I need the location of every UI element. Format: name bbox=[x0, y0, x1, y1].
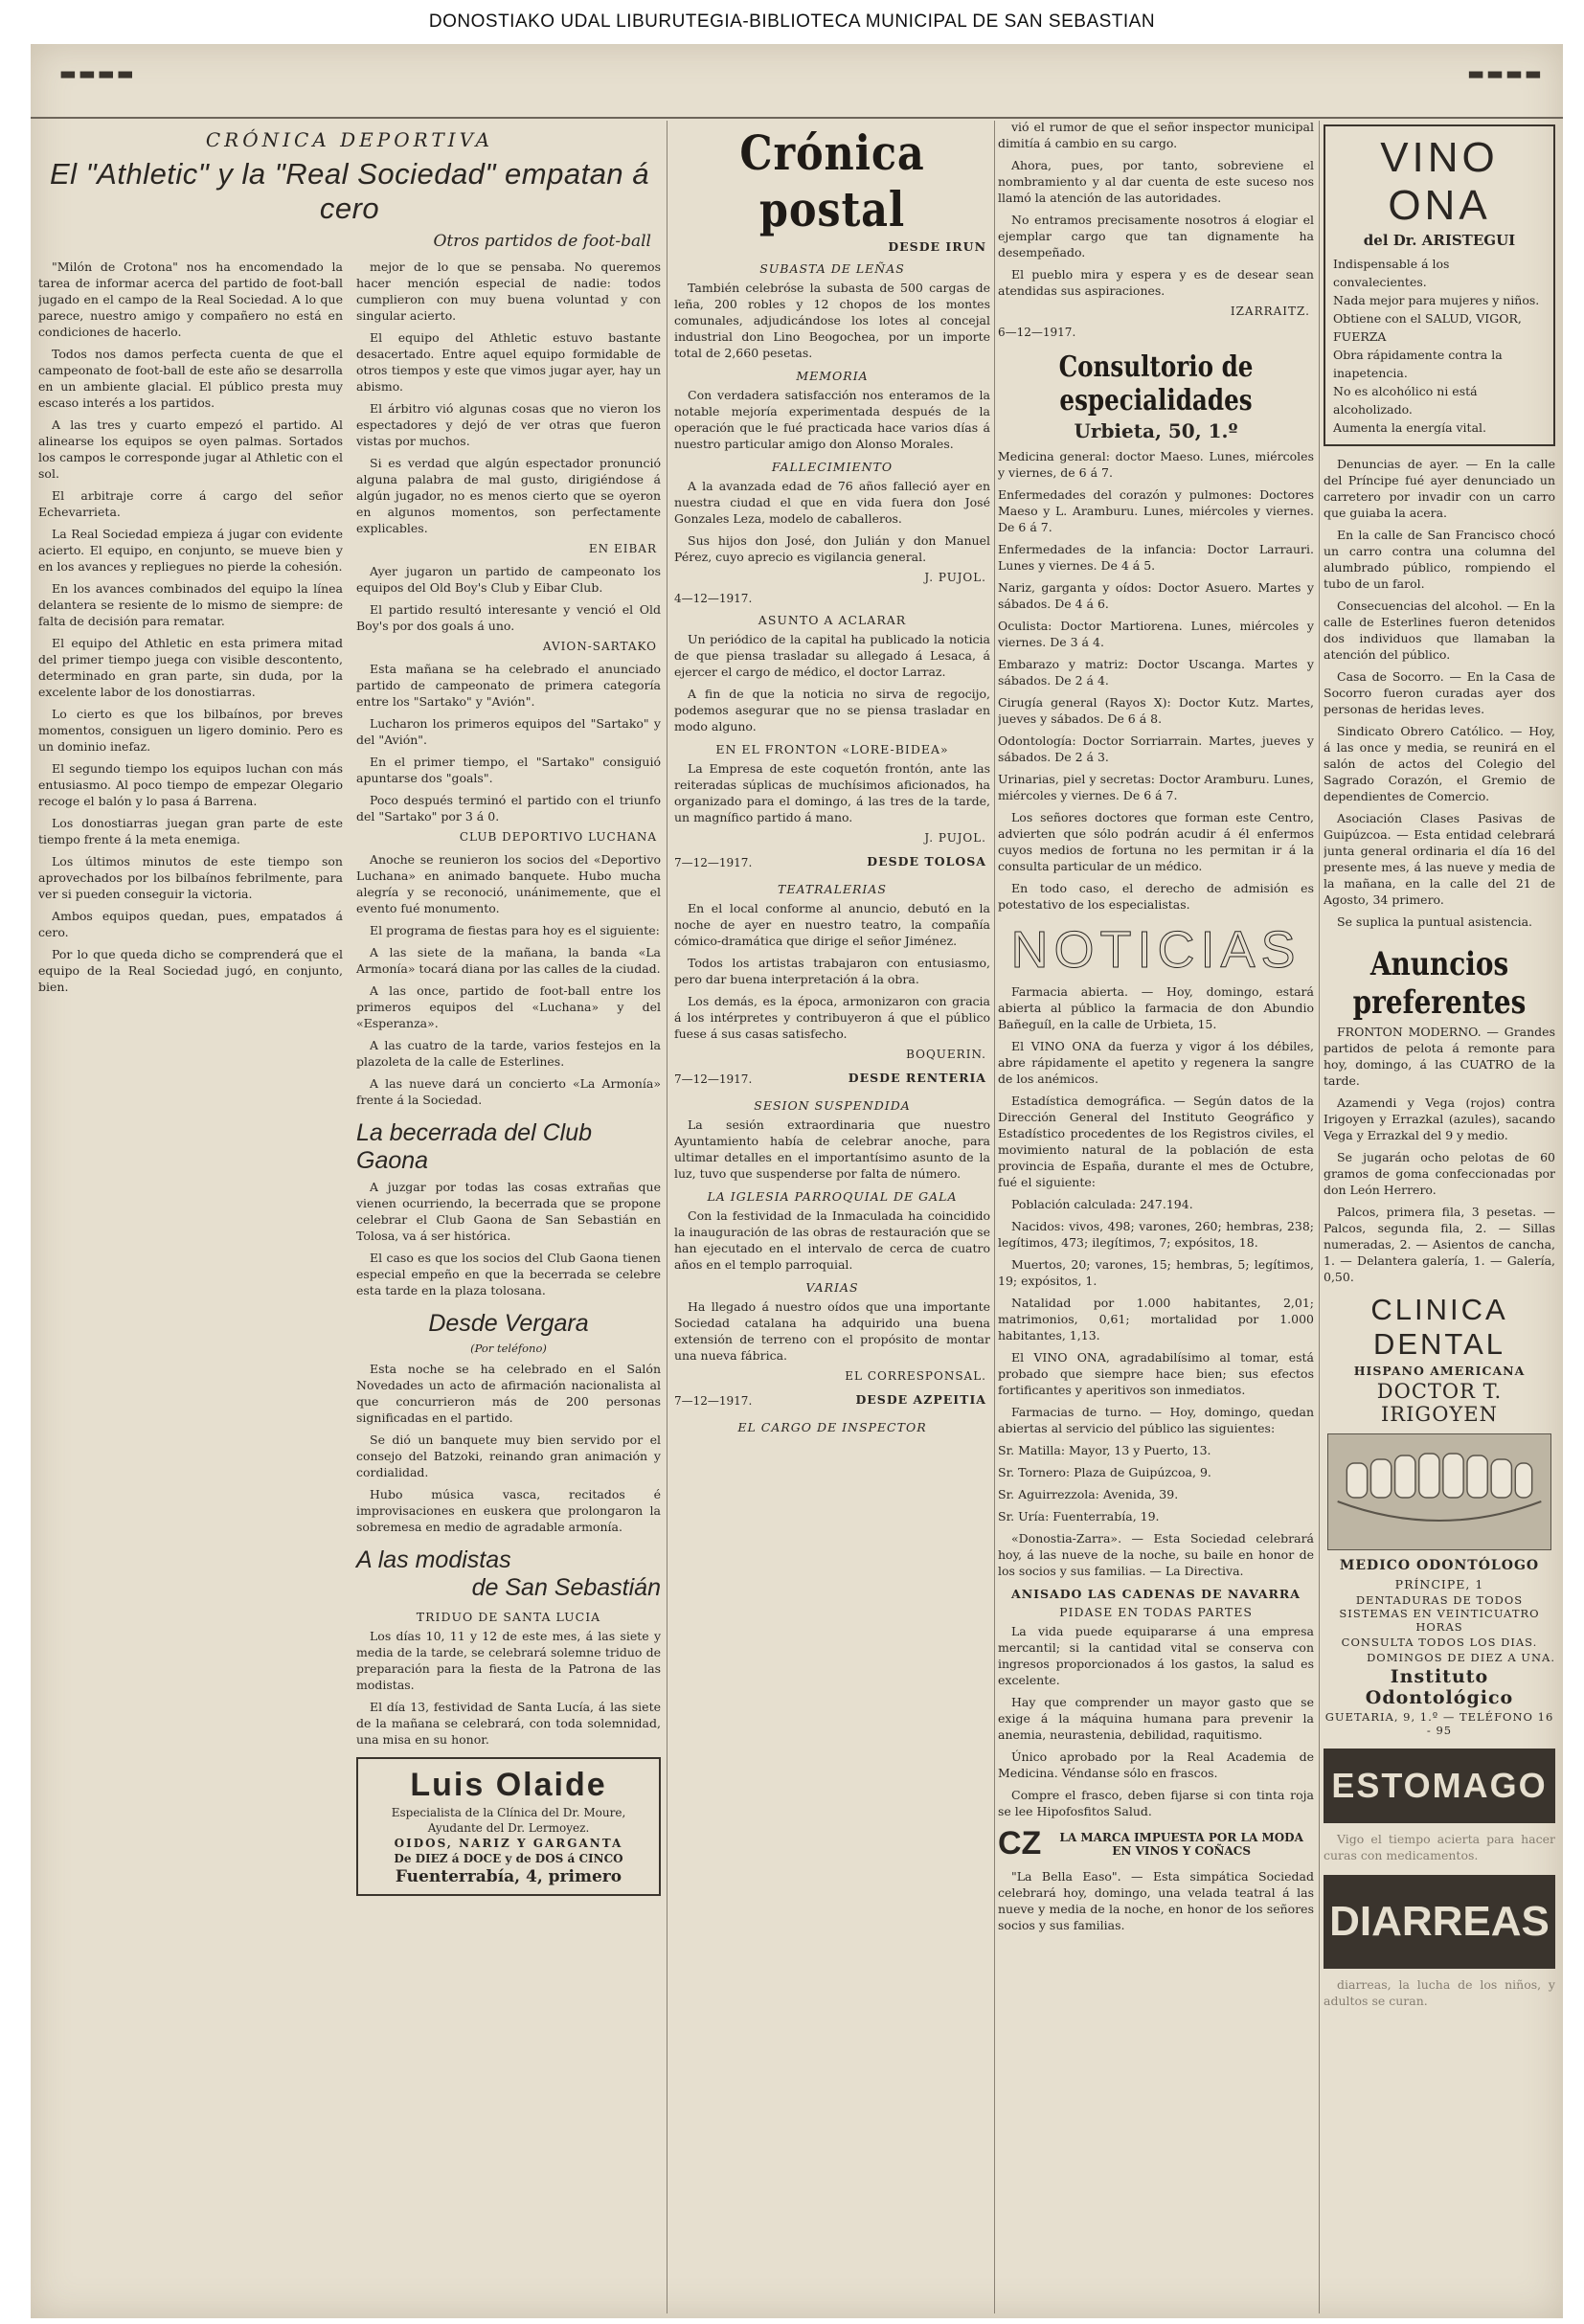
ad-line: MEDICO ODONTÓLOGO bbox=[1339, 1558, 1540, 1573]
paragraph: Azamendi y Vega (rojos) contra Irigoyen y Errazkal (azules), sacando Vega y Errazkal del 9 y medio. bbox=[1324, 1095, 1555, 1142]
paragraph: mejor de lo que se pensaba. No queremos hacer mención especial de nadie: todos cumplieron con muy buena voluntad y con singular acierto. bbox=[356, 259, 661, 323]
section-subtitle: TRIDUO DE SANTA LUCIA bbox=[416, 1610, 601, 1624]
column-sports bbox=[38, 119, 661, 1906]
paragraph: El pueblo mira y espera y es de desear sean atendidas sus aspiraciones. bbox=[998, 267, 1314, 298]
paragraph: Enfermedades de la infancia: Doctor Larrauri. Lunes y viernes. De 4 á 5. bbox=[998, 542, 1314, 573]
paragraph: El segundo tiempo los equipos luchan con más entusiasmo. Al poco tiempo de empezar Olegario recoge el balón y lo pasa á Barrena. bbox=[38, 761, 343, 808]
section-kicker: CRÓNICA DEPORTIVA bbox=[205, 128, 494, 151]
column-ads bbox=[1324, 119, 1555, 2015]
paragraph: A fin de que la noticia no sirva de regocijo, podemos asegurar que no se piensa trasladar en modo alguno. bbox=[674, 687, 990, 733]
paragraph: Consecuencias del alcohol. — En la calle de Esterlines fueron detenidos dos individuos que llamaban la atención del público. bbox=[1324, 598, 1555, 662]
subhead: LA IGLESIA PARROQUIAL DE GALA bbox=[707, 1189, 958, 1204]
subhead: MEMORIA bbox=[796, 369, 869, 383]
paragraph: diarreas, la lucha de los niños, y adultos se curan. bbox=[1324, 1977, 1555, 2008]
signature: EL CORRESPONSAL. bbox=[845, 1369, 986, 1383]
ad-line: DENTADURAS DE TODOS SISTEMAS EN VEINTICUATRO HORAS bbox=[1339, 1593, 1540, 1634]
newspaper-page bbox=[31, 44, 1563, 2318]
ad-subtitle: HISPANO AMERICANA bbox=[1353, 1364, 1526, 1378]
paragraph: Lo cierto es que los bilbaínos, por breves momentos, consiguen un ligero dominio. Pero es un dominio inefaz. bbox=[38, 707, 343, 754]
paragraph: Por lo que queda dicho se comprenderá que el equipo de la Real Sociedad jugó, en conjunto, bien. bbox=[38, 947, 343, 994]
paragraph: Farmacia abierta. — Hoy, domingo, estará abierta al público la farmacia de don Abundio Bañeguíl, en la calle de Urbieta, 15. bbox=[998, 984, 1314, 1031]
paragraph: Todos los artistas trabajaron con entusiasmo, pero dar buena interpretación á la obra. bbox=[674, 956, 990, 986]
headline-deck: Otros partidos de foot-ball bbox=[433, 232, 651, 251]
ad-line: PRÍNCIPE, 1 bbox=[1394, 1577, 1484, 1591]
ad-vino-ona bbox=[1324, 124, 1555, 446]
paragraph: Lucharon los primeros equipos del "Sartako" y del "Avión". bbox=[356, 716, 661, 747]
paragraph: Los últimos minutos de este tiempo son aprovechados por los bilbaínos febrilmente, para ver si pueden conseguir la victoria. bbox=[38, 854, 343, 901]
paragraph: Sus hijos don José, don Julián y don Manuel Pérez, cuyo aprecio es vigilancia general. bbox=[674, 533, 990, 564]
paragraph: Ahora, pues, por tanto, sobreviene el nombramiento y al dar cuenta de este suceso nos llamó la atención de las autoridades. bbox=[998, 158, 1314, 205]
paragraph: El arbitraje corre á cargo del señor Echevarrieta. bbox=[38, 488, 343, 519]
section-title: NOTICIAS bbox=[1010, 921, 1301, 979]
paragraph: Ayer jugaron un partido de campeonato los equipos del Old Boy's Club y Eibar Club. bbox=[356, 564, 661, 595]
paragraph: Vigo el tiempo acierta para hacer curas con medicamentos. bbox=[1324, 1832, 1555, 1862]
consultorio-address: Urbieta, 50, 1.º bbox=[1074, 419, 1238, 442]
paragraph: Esta mañana se ha celebrado el anunciado partido de campeonato de primera categoría entre los "Sartako" y "Avión". bbox=[356, 662, 661, 709]
dental-illustration bbox=[1327, 1433, 1551, 1550]
ad-line: OIDOS, NARIZ Y GARGANTA bbox=[394, 1837, 623, 1850]
paragraph: Hubo música vasca, recitados é improvisaciones en euskera que prolongaron la sobremesa en medio de agradable armonía. bbox=[356, 1487, 661, 1534]
ad-line: CONSULTA TODOS LOS DIAS. bbox=[1341, 1636, 1538, 1649]
ad-title: VINO ONA bbox=[1380, 134, 1499, 229]
ad-line: Indispensable á los convalecientes. bbox=[1333, 257, 1450, 289]
paragraph: Los demás, es la época, armonizaron con gracia á los intérpretes y contribuyeron á que el público fuese á sus casas satisfecho. bbox=[674, 994, 990, 1041]
article-right bbox=[356, 259, 661, 1906]
signature: IZARRAITZ. bbox=[1230, 305, 1310, 318]
paragraph: Los señores doctores que forman este Centro, advierten que sólo podrán acudir á él enfermos cuyos medios de fortuna no les permitan ir á la consulta particular de un médico. bbox=[998, 810, 1314, 873]
column-cronica-postal bbox=[674, 119, 990, 1438]
column-rule bbox=[667, 121, 668, 2313]
date: 7—12—1917. bbox=[674, 856, 753, 869]
paragraph: Palcos, primera fila, 3 pesetas. — Palcos, segunda fila, 2. — Sillas numeradas, 2. — Asientos de cancha, 1. — Delantera galería, 1. — Galería, 0,50. bbox=[1324, 1205, 1555, 1284]
paragraph: A las tres y cuarto empezó el partido. Al alinearse los equipos se oyen palmas. Sortados los campos le corresponde jugar al Athletic con el sol. bbox=[38, 417, 343, 481]
date: 7—12—1917. bbox=[674, 1072, 753, 1086]
paragraph: La Real Sociedad empieza á jugar con evidente acierto. El equipo, en conjunto, se mueve bien y en los avances y repliegues no pierde la cohesión. bbox=[38, 527, 343, 574]
paragraph: El árbitro vió algunas cosas que no vieron los espectadores y dejó de ver otras que fueron vistas por muchos. bbox=[356, 401, 661, 448]
ad-line: Instituto Odontológico bbox=[1365, 1666, 1514, 1708]
paragraph: El VINO ONA, agradabilísimo al tomar, está probado que siempre hace bien; sus efectos fortificantes y aperitivos son inmediatos. bbox=[998, 1350, 1314, 1397]
paragraph: La sesión extraordinaria que nuestro Ayuntamiento había de celebrar anoche, para ultimar detalles en el importantísimo asunto de la luz, tuvo que suspenderse por falta de número. bbox=[674, 1117, 990, 1181]
section-title: Crónica postal bbox=[739, 124, 925, 237]
dateline-row bbox=[674, 1069, 990, 1091]
subhead: VARIAS bbox=[805, 1280, 859, 1295]
archive-banner: DONOSTIAKO UDAL LIBURUTEGIA-BIBLIOTECA MUNICIPAL DE SAN SEBASTIAN bbox=[0, 0, 1584, 44]
subhead: TEATRALERIAS bbox=[778, 882, 887, 896]
paragraph: vió el rumor de que el señor inspector municipal dimitía á cambio en su cargo. bbox=[998, 120, 1314, 150]
paragraph: FRONTON MODERNO. — Grandes partidos de pelota á remonte para hoy, domingo, á las CUATRO de la tarde. bbox=[1324, 1025, 1555, 1088]
column-rule bbox=[994, 121, 995, 2313]
paragraph: Población calculada: 247.194. bbox=[1011, 1197, 1193, 1211]
paragraph: En el primer tiempo, el "Sartako" consiguió apuntarse dos "goals". bbox=[356, 755, 661, 785]
section-subtitle: (Por teléfono) bbox=[470, 1342, 547, 1355]
ad-line: GUETARIA, 9, 1.º — TELÉFONO 16 - 95 bbox=[1324, 1710, 1554, 1737]
paragraph: En los avances combinados del equipo la línea delantera se resiente de lo mismo de siempre: de falta de decisión para rematar. bbox=[38, 581, 343, 628]
paragraph: Denuncias de ayer. — En la calle del Príncipe fué ayer denunciado un carretero por invadir con un carro que guiaba la acera. bbox=[1324, 457, 1555, 520]
signature: BOQUERIN. bbox=[906, 1048, 986, 1061]
section-signature: AVION-SARTAKO bbox=[542, 640, 657, 653]
masthead-right-ornament: ▬▬▬▬ bbox=[1467, 63, 1544, 84]
paragraph: Sr. Tornero: Plaza de Guipúzcoa, 9. bbox=[998, 1465, 1211, 1479]
section-signature: EN EIBAR bbox=[588, 542, 657, 555]
paragraph: Odontología: Doctor Sorriarrain. Martes, jueves y sábados. De 2 á 3. bbox=[998, 733, 1314, 764]
ad-address: Fuenterrabía, 4, primero bbox=[395, 1867, 622, 1886]
paragraph: A las cuatro de la tarde, varios festejos en la plazoleta de la calle de Esterlines. bbox=[356, 1038, 661, 1069]
paragraph: Farmacias de turno. — Hoy, domingo, quedan abiertas al servicio del público las siguientes: bbox=[998, 1405, 1314, 1435]
ad-line: Nada mejor para mujeres y niños. bbox=[1333, 293, 1540, 307]
article-left bbox=[38, 259, 343, 1906]
date: 4—12—1917. bbox=[674, 592, 753, 605]
paragraph: Esta noche se ha celebrado en el Salón Novedades un acto de afirmación nacionalista al que concurrieron más de 200 personas significadas en el partido. bbox=[356, 1362, 661, 1425]
dateline-row bbox=[674, 852, 990, 874]
paragraph: En el local conforme al anuncio, debutó en la noche de ayer en nuestro teatro, la compañía cómico-dramática que dirige el señor Jiménez. bbox=[674, 901, 990, 948]
dateline-place: DESDE IRUN bbox=[888, 239, 986, 254]
column-rule bbox=[1319, 121, 1320, 2313]
paragraph: Ambos equipos quedan, pues, empatados á cero. bbox=[38, 909, 343, 939]
paragraph: Sr. Aguirrezzola: Avenida, 39. bbox=[998, 1487, 1179, 1501]
paragraph: A la avanzada edad de 76 años falleció ayer en nuestra ciudad el que en vida fuera don José Gonzales Leza, modelo de caballeros. bbox=[674, 479, 990, 526]
cz-logo: CZ bbox=[998, 1825, 1042, 1861]
subhead: PIDASE EN TODAS PARTES bbox=[1059, 1605, 1253, 1619]
cz-ad bbox=[998, 1825, 1314, 1862]
paragraph: Sr. Matilla: Mayor, 13 y Puerto, 13. bbox=[998, 1443, 1211, 1457]
paragraph: El equipo del Athletic estuvo bastante desacertado. Entre aquel equipo formidable de otros tiempos y este que vimos jugar ayer, hay un abismo. bbox=[356, 330, 661, 394]
ad-line: No es alcohólico ni está alcoholizado. bbox=[1333, 384, 1478, 417]
paragraph: En la calle de San Francisco chocó un carro contra una columna del alumbrado público, rompiendo el tubo de un farol. bbox=[1324, 528, 1555, 591]
section-headline: de San Sebastián bbox=[471, 1574, 661, 1601]
ad-diarreas-title: DIARREAS bbox=[1324, 1875, 1555, 1969]
subhead: SUBASTA DE LEÑAS bbox=[759, 261, 905, 276]
dateline-row bbox=[674, 1390, 990, 1412]
section-headline: La becerrada del Club Gaona bbox=[356, 1119, 592, 1174]
paragraph: Embarazo y matriz: Doctor Uscanga. Martes y sábados. De 2 á 4. bbox=[998, 657, 1314, 688]
date: 7—12—1917. bbox=[674, 1394, 753, 1408]
paragraph: El partido resultó interesante y venció el Old Boy's por dos goals á uno. bbox=[356, 602, 661, 633]
section-title: Anuncios preferentes bbox=[1352, 945, 1527, 1022]
paragraph: Se jugarán ocho pelotas de 60 gramos de goma confeccionadas por don León Herrero. bbox=[1324, 1150, 1555, 1197]
paragraph: A juzgar por todas las cosas extrañas que vienen ocurriendo, la becerrada que se propone celebrar el Club Gaona de San Sebastián en Tolosa, va á ser histórica. bbox=[356, 1180, 661, 1243]
paragraph: Enfermedades del corazón y pulmones: Doctores Maeso y L. Aramburu. Lunes, miércoles y viernes. De 6 á 7. bbox=[998, 487, 1314, 534]
paragraph: Nariz, garganta y oídos: Doctor Asuero. Martes y sábados. De 4 á 6. bbox=[998, 580, 1314, 611]
paragraph: La Empresa de este coquetón frontón, ante las reiteradas súplicas de muchísimos aficionados, ha organizado para el domingo, á las tres de la tarde, un magnífico partido á mano. bbox=[674, 761, 990, 824]
paragraph: No entramos precisamente nosotros á elogiar el ejemplar cargo que tan dignamente ha desempeñado. bbox=[998, 213, 1314, 259]
cz-text: LA MARCA IMPUESTA POR LA MODA EN VINOS Y COÑACS bbox=[1059, 1830, 1303, 1858]
section-signature: CLUB DEPORTIVO LUCHANA bbox=[459, 830, 657, 844]
paragraph: Medicina general: doctor Maeso. Lunes, miércoles y viernes, de 6 á 7. bbox=[998, 449, 1314, 480]
paragraph: Compre el frasco, deben fijarse si con tinta roja se lee Hipofosfitos Salud. bbox=[998, 1788, 1314, 1818]
paragraph: "Milón de Crotona" nos ha encomendado la tarea de informar acerca del partido de foot-ball jugado en el campo de la Real Sociedad. A lo que parece, nuestro amigo y compañero no está en condiciones de hacerlo. bbox=[38, 259, 343, 339]
masthead-left-ornament: ▬▬▬▬ bbox=[59, 63, 136, 84]
ad-line: De DIEZ á DOCE y de DOS á CINCO bbox=[394, 1852, 623, 1865]
masthead-strip bbox=[31, 44, 1563, 119]
subhead: ASUNTO A ACLARAR bbox=[758, 613, 907, 627]
paragraph: Urinarias, piel y secretas: Doctor Aramburu. Lunes, miércoles y viernes. De 6 á 7. bbox=[998, 772, 1314, 802]
paragraph: Con la festividad de la Inmaculada ha coincidido la inauguración de las obras de restauración que se han ejecutado en el intervalo de cerca de cuatro años en el templo parroquial. bbox=[674, 1208, 990, 1272]
ad-line: Obra rápidamente contra la inapetencia. bbox=[1333, 348, 1503, 380]
subhead: ANISADO LAS CADENAS DE NAVARRA bbox=[1011, 1587, 1301, 1601]
paragraph: Si es verdad que algún espectador pronunció alguna palabra de mal gusto, dirigiéndose á algún jugador, no es menos cierto que se oyeron en algunos momentos, son perfectamente explicables. bbox=[356, 456, 661, 535]
section-headline: A las modistas bbox=[356, 1546, 511, 1573]
paragraph: Se dió un banquete muy bien servido por el consejo del Batzoki, reinando gran animación y cordialidad. bbox=[356, 1433, 661, 1479]
ad-line: DOMINGOS DE DIEZ A UNA. bbox=[1367, 1651, 1555, 1664]
paragraph: Los días 10, 11 y 12 de este mes, á las siete y media de la tarde, se celebrará solemne triduo de preparación para la fiesta de la Patrona de las modistas. bbox=[356, 1629, 661, 1692]
section-title: Consultorio de especialidades bbox=[1058, 350, 1254, 417]
paragraph: Único aprobado por la Real Academia de Medicina. Véndanse sólo en frascos. bbox=[998, 1749, 1314, 1780]
paragraph: Natalidad por 1.000 habitantes, 2,01; matrimonios, 0,61; mortalidad por 1.000 habitantes, 1,13. bbox=[998, 1296, 1314, 1343]
paragraph: Nacidos: vivos, 498; varones, 260; hembras, 238; legítimos, 473; ilegítimos, 7; expósitos, 18. bbox=[998, 1219, 1314, 1250]
dateline-place: DESDE RENTERIA bbox=[848, 1071, 986, 1085]
ad-line: Ayudante del Dr. Lermoyez. bbox=[427, 1821, 590, 1835]
paragraph: Asociación Clases Pasivas de Guipúzcoa. — Esta entidad celebrará junta general ordinaria el día 16 del presente mes, á las nueve y media de la mañana, en la calle del 21 de Agosto, 34 primero. bbox=[1324, 811, 1555, 907]
paragraph: A las once, partido de foot-ball entre los primeros equipos del «Luchana» y del «Esperanza». bbox=[356, 983, 661, 1030]
paragraph: Los donostiarras juegan gran parte de este tiempo frente á la meta enemiga. bbox=[38, 816, 343, 846]
paragraph: Cirugía general (Rayos X): Doctor Kutz. Martes, jueves y sábados. De 6 á 8. bbox=[998, 695, 1314, 726]
ad-estomago-title: ESTOMAGO bbox=[1324, 1749, 1555, 1823]
paragraph: El programa de fiestas para hoy es el siguiente: bbox=[370, 923, 660, 937]
ad-title: Luis Olaide bbox=[410, 1767, 607, 1803]
paragraph: Anoche se reunieron los socios del «Deportivo Luchana» en animado banquete. Hubo mucha alegría y se reconoció, unánimemente, que el evento fué monumento. bbox=[356, 852, 661, 915]
paragraph: Todos nos damos perfecta cuenta de que el campeonato de foot-ball de este año se desarrolla en un ambiente glacial. El público presta muy escaso interés a los partidos. bbox=[38, 347, 343, 410]
paragraph: Sindicato Obrero Católico. — Hoy, á las once y media, se reunirá en el salón de actos del Colegio del Sagrado Corazón, el Gremio de dependientes de Comercio. bbox=[1324, 724, 1555, 803]
column-consultorio-noticias bbox=[998, 119, 1314, 1939]
paragraph: Se suplica la puntual asistencia. bbox=[1337, 914, 1533, 929]
main-headline: El "Athletic" y la "Real Sociedad" empatan á cero bbox=[49, 157, 650, 225]
paragraph: También celebróse la subasta de 500 cargas de leña, 200 robles y 12 chopos de los montes comunales, adjudicándose los lotes al concejal industrial don Lino Beogochea, por un importe total de 2,660 pesetas. bbox=[674, 281, 990, 360]
paragraph: Sr. Uría: Fuenterrabía, 19. bbox=[998, 1509, 1160, 1523]
ad-subtitle: del Dr. ARISTEGUI bbox=[1363, 232, 1516, 249]
paragraph: Estadística demográfica. — Según datos de la Dirección General del Instituto Geográfico y Estadístico procedentes de los Registros civiles, el movimiento natural de la población de esta provincia de España, durante el mes de Octubre, fué el siguiente: bbox=[998, 1094, 1314, 1189]
subhead: EL CARGO DE INSPECTOR bbox=[737, 1420, 927, 1434]
paragraph: El día 13, festividad de Santa Lucía, á las siete de la mañana se celebrará, con toda solemnidad, una misa en su honor. bbox=[356, 1700, 661, 1747]
ad-line: Aumenta la energía vital. bbox=[1333, 420, 1487, 435]
subhead: EN EL FRONTON «LORE-BIDEA» bbox=[715, 742, 949, 756]
paragraph: El equipo del Athletic en esta primera mitad del primer tiempo juega con visible descontento, determinado en gran parte, sin duda, por la excelente labor de los donostiarras. bbox=[38, 636, 343, 699]
paragraph: Oculista: Doctor Martiorena. Lunes, miércoles y viernes. De 3 á 4. bbox=[998, 619, 1314, 649]
paragraph: Poco después terminó el partido con el triunfo del "Sartako" por 3 á 0. bbox=[356, 793, 661, 824]
ad-line: Especialista de la Clínica del Dr. Moure, bbox=[391, 1806, 626, 1819]
paragraph: El VINO ONA da fuerza y vigor á los débiles, abre rápidamente el apetito y regenera la sangre de los anémicos. bbox=[998, 1039, 1314, 1086]
paragraph: La vida puede equipararse á una empresa mercantil; si la cantidad vital se conserva con ingresos proporcionados á los gastos, la salud es excelente. bbox=[998, 1624, 1314, 1687]
ad-doctor: DOCTOR T. IRIGOYEN bbox=[1376, 1380, 1503, 1426]
paragraph: A las siete de la mañana, la banda «La Armonía» tocará diana por las calles de la ciudad. bbox=[356, 945, 661, 976]
paragraph: "La Bella Easo". — Esta simpática Sociedad celebrará hoy, domingo, una velada teatral á las nueve y media de la noche, en honor de los señores socios y sus familias. bbox=[998, 1869, 1314, 1932]
dateline-place: DESDE AZPEITIA bbox=[855, 1392, 986, 1407]
signature: J. PUJOL. bbox=[924, 831, 986, 845]
ad-title: CLINICA DENTAL bbox=[1370, 1293, 1508, 1361]
ad-line: Obtiene con el SALUD, VIGOR, FUERZA bbox=[1333, 311, 1522, 344]
paragraph: Con verdadera satisfacción nos enteramos de la notable mejoría experimentada después de la operación que le fué practicada hace varios días á nuestro particular amigo don Alonso Morales. bbox=[674, 388, 990, 451]
ad-olaide bbox=[356, 1757, 661, 1896]
paragraph: El caso es que los socios del Club Gaona tienen especial empeño en que la becerrada se celebre esta tarde en la plaza tolosana. bbox=[356, 1251, 661, 1297]
dateline-place: DESDE TOLOSA bbox=[867, 854, 986, 869]
ad-diarreas-body bbox=[1324, 1976, 1555, 2009]
paragraph: A las nueve dará un concierto «La Armonía» frente á la Sociedad. bbox=[356, 1076, 661, 1107]
signature: J. PUJOL. bbox=[924, 571, 986, 584]
subhead: SESION SUSPENDIDA bbox=[754, 1098, 911, 1113]
paragraph: Hay que comprender un mayor gasto que se exige á la máquina humana para prevenir la anemia, neurastenia, debilidad, raquitismo. bbox=[998, 1695, 1314, 1742]
paragraph: Un periódico de la capital ha publicado la noticia de que piensa trasladar su allegado á Lesaca, á ejercer el cargo de médico, el doctor Larraz. bbox=[674, 632, 990, 679]
paragraph: «Donostia-Zarra». — Esta Sociedad celebrará hoy, á las nueve de la noche, su baile en honor de los socios y sus familias. — La Directiva. bbox=[998, 1531, 1314, 1578]
date: 6—12—1917. bbox=[998, 326, 1076, 339]
two-column-body bbox=[38, 259, 661, 1906]
subhead: FALLECIMIENTO bbox=[771, 460, 894, 474]
paragraph: Ha llegado á nuestro oídos que una importante Sociedad catalana ha adquirido una buena extensión de terreno con el propósito de montar una nueva fábrica. bbox=[674, 1299, 990, 1363]
ad-estomago-body bbox=[1324, 1831, 1555, 1863]
paragraph: Muertos, 20; varones, 15; hembras, 5; legítimos, 19; expósitos, 1. bbox=[998, 1257, 1314, 1288]
paragraph: En todo caso, el derecho de admisión es potestativo de los especialistas. bbox=[998, 881, 1314, 912]
section-headline: Desde Vergara bbox=[428, 1310, 589, 1337]
paragraph: Casa de Socorro. — En la Casa de Socorro fueron curadas ayer dos personas de heridas leves. bbox=[1324, 669, 1555, 716]
